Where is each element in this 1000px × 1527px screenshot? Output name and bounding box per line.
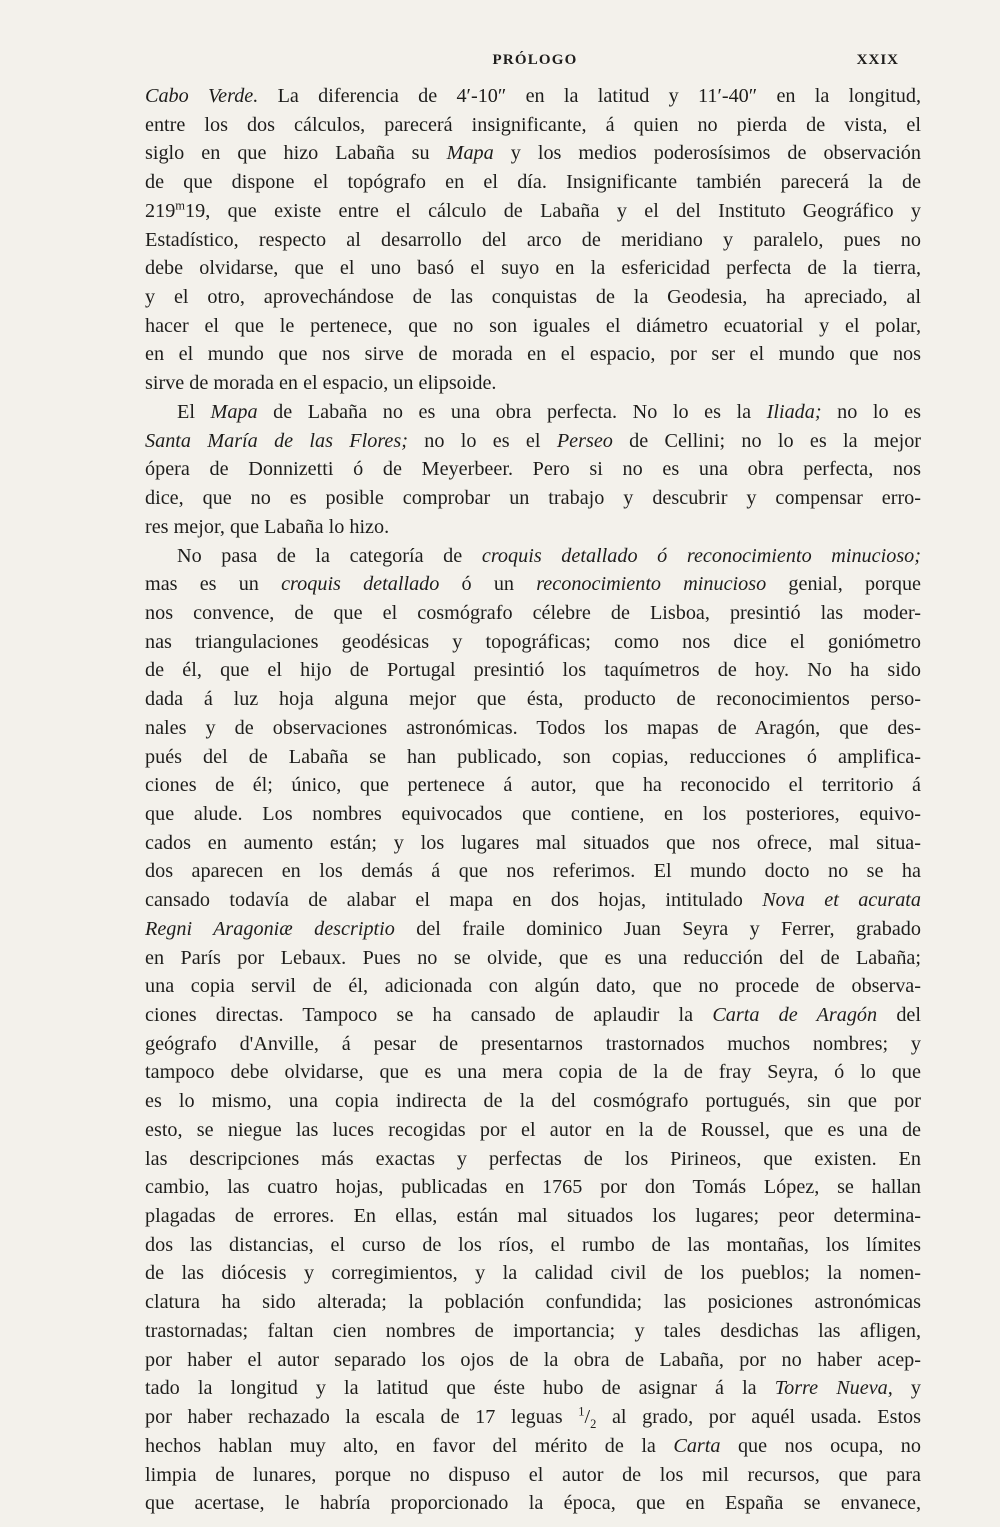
text-line [145, 111, 921, 140]
text-line [145, 857, 921, 886]
text-run: trastornadas; faltan cien nombres de importancia; y tales desdichas las afligen, [145, 1319, 921, 1342]
text-line [145, 1346, 921, 1375]
text-run: cados en aumento están; y los lugares mal situados que nos ofrece, mal situa- [145, 831, 921, 854]
text-line [145, 283, 921, 312]
italic-run: Mapa [446, 142, 494, 165]
text-line [145, 886, 921, 915]
text-line [145, 570, 921, 599]
text-line [145, 312, 921, 341]
text-line [145, 944, 921, 973]
text-run: cambio, las cuatro hojas, publicadas en 1765 por don Tomás López, se hallan [145, 1176, 921, 1199]
text-run: dice, que no es posible comprobar un trabajo y descubrir y compensar erro- [145, 487, 921, 510]
text-run: entre los dos cálculos, parecerá insignificante, á quien no pierda de vista, el [145, 113, 921, 136]
text-run: clatura ha sido alterada; la población confundida; las posiciones astronómicas [145, 1291, 921, 1314]
text-line [145, 226, 921, 255]
text-run: limpia de lunares, porque no dispuso el autor de los mil recursos, que para [145, 1463, 921, 1486]
text-line [145, 628, 921, 657]
italic-run: Carta [673, 1434, 721, 1457]
text-run: La diferencia de 4′-10″ en la latitud y 11′-40″ en la longitud, [258, 85, 921, 107]
text-line [145, 139, 921, 168]
text-run: hacer el que le pertenece, que no son iguales el diámetro ecuatorial y el polar, [145, 314, 921, 337]
text-run: nas triangulaciones geodésicas y topográficas; como nos dice el goniómetro [145, 630, 921, 653]
text-line [145, 1087, 921, 1116]
text-line [145, 1001, 921, 1030]
text-line [145, 82, 921, 111]
text-run: Estadístico, respecto al desarrollo del arco de meridiano y paralelo, pues no [145, 228, 921, 251]
text-line [145, 1030, 921, 1059]
text-run: ópera de Donnizetti ó de Meyerbeer. Pero si no es una obra perfecta, nos [145, 458, 921, 481]
text-run: del fraile dominico Juan Seyra y Ferrer, grabado [394, 917, 921, 940]
text-run: dos aparecen en los demás á que nos referimos. El mundo docto no se ha [145, 860, 921, 883]
text-line [145, 1173, 921, 1202]
text-run: al grado, por aquél usada. Estos [596, 1406, 922, 1429]
text-line [145, 1374, 921, 1403]
text-run: El [177, 400, 211, 423]
italic-run: croquis detallado [281, 573, 440, 596]
body-text [145, 82, 921, 1518]
text-line [145, 513, 921, 542]
text-line [145, 197, 921, 226]
text-run: ó un [439, 573, 537, 596]
text-run: genial, porque [766, 573, 922, 596]
text-run: ciones directas. Tampoco se ha cansado de aplaudir la [145, 1004, 713, 1026]
text-run: de Labaña no es una obra perfecta. No lo es la [257, 400, 767, 423]
text-line [145, 1403, 921, 1432]
text-run: 219 [145, 199, 176, 222]
text-run: No pasa de la categoría de [177, 544, 482, 567]
text-run: 19, que existe entre el cálculo de Labaña y el del Instituto Geográfico y [185, 199, 921, 222]
text-line [145, 455, 921, 484]
text-line [145, 427, 921, 456]
text-run: de las diócesis y corregimientos, y la calidad civil de los pueblos; la nomen- [145, 1262, 921, 1285]
text-line [145, 771, 921, 800]
text-line [145, 972, 921, 1001]
text-run: dos las distancias, el curso de los ríos, el rumbo de las montañas, los límites [145, 1233, 921, 1256]
italic-run: Cabo Verde. [145, 85, 259, 107]
italic-run: Carta de Aragón [712, 1004, 878, 1026]
text-run: nales y de observaciones astronómicas. Todos los mapas de Aragón, que des- [145, 716, 921, 739]
text-run: dada á luz hoja alguna mejor que ésta, producto de reconocimientos perso- [145, 688, 921, 711]
italic-run: Mapa [210, 400, 258, 423]
text-line [145, 685, 921, 714]
italic-run: croquis detallado ó reconocimiento minucioso; [481, 544, 921, 567]
italic-run: Perseo [556, 429, 613, 452]
text-run: de que dispone el topógrafo en el día. Insignificante también parecerá la de [145, 171, 921, 194]
text-line [145, 1259, 921, 1288]
text-run: y el otro, aprovechándose de las conquistas de la Geodesia, ha apreciado, al [145, 286, 921, 309]
text-run: res mejor, que Labaña lo hizo. [145, 515, 390, 538]
text-run: geógrafo d'Anville, á pesar de presentarnos trastornados muchos nombres; y [145, 1032, 921, 1055]
text-run: que nos ocupa, no [720, 1434, 921, 1457]
text-run: tampoco debe olvidarse, que es una mera copia de la de fray Seyra, ó lo que [145, 1061, 921, 1084]
italic-run: reconocimiento minucioso [536, 573, 767, 596]
fraction-denominator: 2 [590, 1417, 597, 1432]
text-line [145, 1058, 921, 1087]
text-run: debe olvidarse, que el uno basó el suyo en la esfericidad perfecta de la tierra, [145, 257, 921, 280]
text-line [145, 340, 921, 369]
text-line [145, 484, 921, 513]
text-line [145, 1288, 921, 1317]
text-line [145, 1202, 921, 1231]
text-run: por haber el autor separado los ojos de la obra de Labaña, por no haber acep- [145, 1348, 921, 1371]
text-run: sirve de morada en el espacio, un elipsoide. [145, 372, 497, 395]
superscript-run: m [175, 198, 186, 213]
text-line [145, 714, 921, 743]
running-title: PRÓLOGO [492, 52, 578, 68]
italic-run: Torre Nueva, [774, 1377, 893, 1400]
text-run: por haber rechazado la escala de 17 leguas [145, 1406, 579, 1429]
italic-run: Iliada; [766, 400, 822, 423]
text-run: del [877, 1004, 921, 1026]
fraction-numerator: 1 [578, 1404, 585, 1419]
text-line [145, 656, 921, 685]
text-run: tado la longitud y la latitud que éste hubo de asignar á la [145, 1377, 775, 1400]
text-run: de él, que el hijo de Portugal presintió los taquímetros de hoy. No ha sido [145, 659, 921, 682]
text-run: mas es un [145, 573, 282, 596]
text-run: pués del de Labaña se han publicado, son copias, reducciones ó amplifica- [145, 745, 921, 768]
text-line [145, 1116, 921, 1145]
text-run: que acertase, le habría proporcionado la época, que en España se envanece, [145, 1492, 921, 1515]
text-run: hechos hablan muy alto, en favor del mérito de la [145, 1434, 674, 1457]
text-line [145, 369, 921, 398]
text-run: plagadas de errores. En ellas, están mal situados los lugares; peor determina- [145, 1205, 921, 1228]
text-run: es lo mismo, una copia indirecta de la del cosmógrafo portugués, sin que por [145, 1090, 921, 1113]
text-run: en París por Lebaux. Pues no se olvide, que es una reducción del de Labaña; [145, 946, 921, 969]
italic-run: Regni Aragoniæ descriptio [145, 917, 395, 940]
text-run: que alude. Los nombres equivocados que contiene, en los posteriores, equivo- [145, 802, 921, 825]
text-line [145, 1461, 921, 1490]
italic-run: Santa María de las Flores; [145, 429, 408, 452]
text-line [145, 254, 921, 283]
text-run: no lo es el [407, 429, 557, 452]
text-run: nos convence, de que el cosmógrafo célebre de Lisboa, presintió las moder- [145, 601, 921, 624]
text-run: cansado todavía de alabar el mapa en dos hojas, intitulado [145, 889, 763, 912]
text-run: las descripciones más exactas y perfectas de los Pirineos, que existen. En [145, 1147, 921, 1170]
text-run: una copia servil de él, adicionada con algún dato, que no procede de observa- [145, 975, 921, 998]
text-line [145, 1145, 921, 1174]
text-line [145, 398, 921, 427]
text-run: siglo en que hizo Labaña su [145, 142, 447, 165]
running-head [0, 52, 1000, 74]
text-run: no lo es [821, 400, 921, 423]
text-run: y [892, 1377, 922, 1400]
text-line [145, 1231, 921, 1260]
page-number: XXIX [856, 52, 899, 68]
fraction-slash: / [584, 1406, 591, 1429]
text-run: en el mundo que nos sirve de morada en el espacio, por ser el mundo que nos [145, 343, 921, 366]
text-line [145, 542, 921, 571]
text-line [145, 915, 921, 944]
text-run: ciones de él; único, que pertenece á autor, que ha reconocido el territorio á [145, 774, 921, 797]
text-line [145, 168, 921, 197]
italic-run: Nova et acurata [762, 889, 921, 912]
text-line [145, 800, 921, 829]
text-line [145, 599, 921, 628]
text-run: de Cellini; no lo es la mejor [612, 429, 922, 452]
text-line [145, 829, 921, 858]
text-line [145, 1489, 921, 1518]
text-run: esto, se niegue las luces recogidas por el autor en la de Roussel, que es una de [145, 1118, 921, 1141]
text-line [145, 1432, 921, 1461]
text-line [145, 743, 921, 772]
text-line [145, 1317, 921, 1346]
text-run: y los medios poderosísimos de observación [493, 142, 921, 165]
